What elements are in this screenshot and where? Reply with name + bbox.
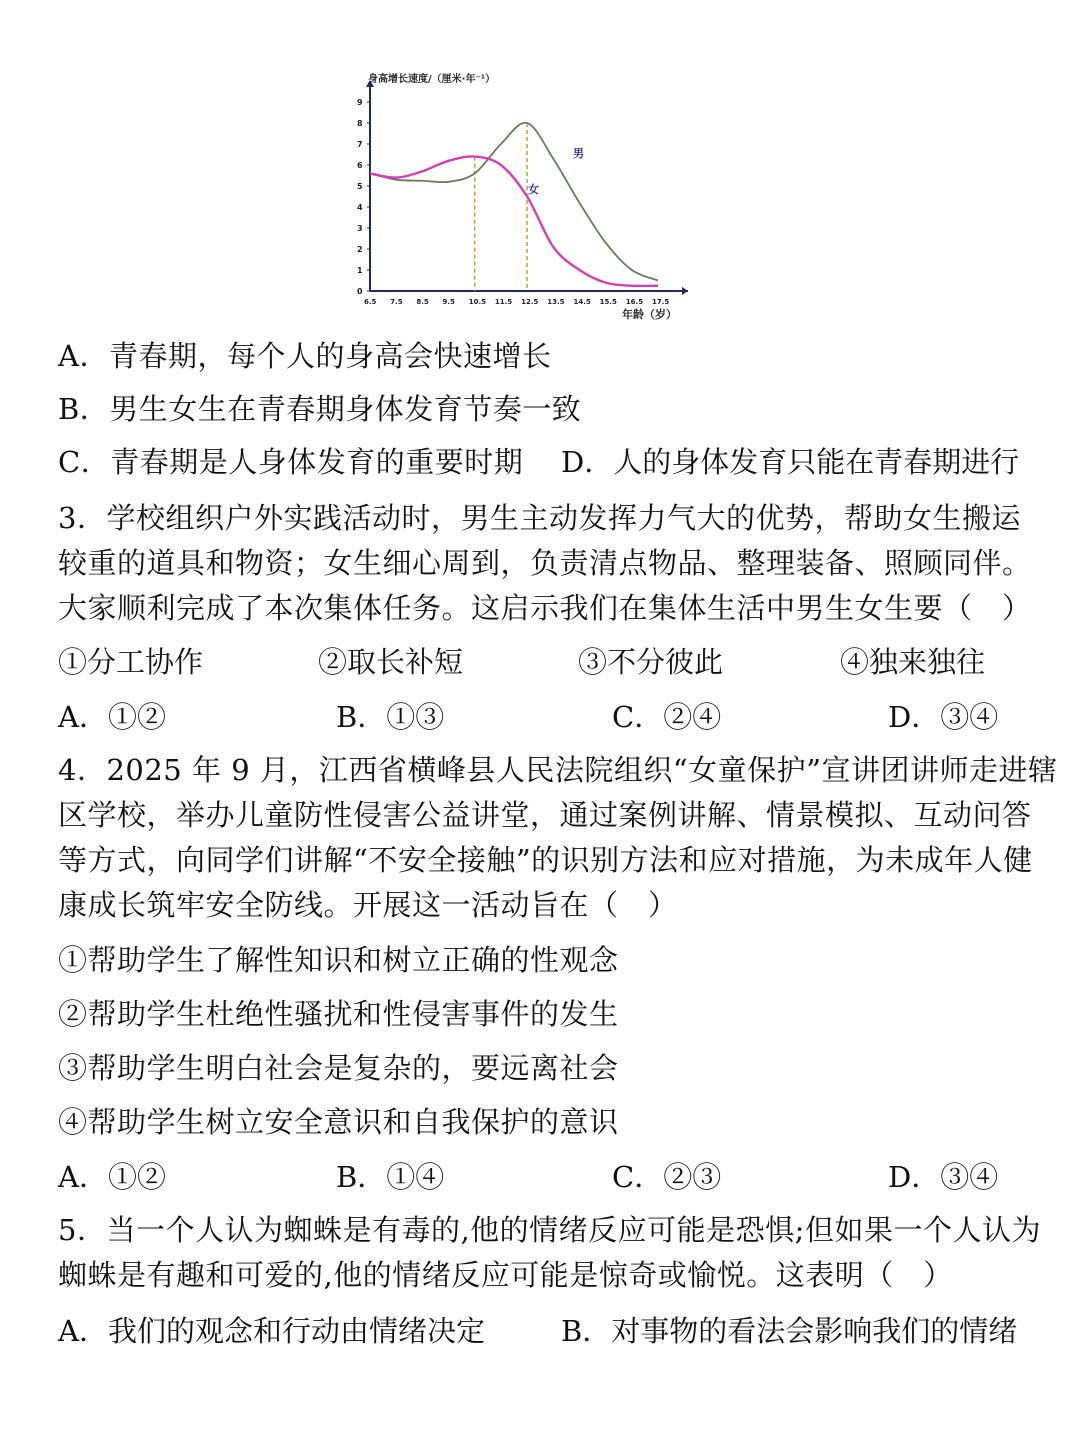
x-tick-label: 9.5 [442, 298, 455, 306]
x-axis-arrow [682, 287, 688, 295]
q3-item-2: ②取长补短 [318, 645, 464, 679]
q4-item-4: ④帮助学生树立安全意识和自我保护的意识 [58, 1105, 619, 1139]
q3-item-3: ③不分彼此 [578, 645, 724, 679]
q3-option-c: C．②④ [612, 700, 722, 734]
series-line-boy [370, 123, 658, 281]
x-tick-label: 17.5 [652, 298, 670, 306]
x-tick-label: 14.5 [573, 298, 591, 306]
x-tick-label: 12.5 [521, 298, 539, 306]
q4-item-1: ①帮助学生了解性知识和树立正确的性观念 [58, 943, 619, 977]
y-tick-label: 2 [357, 245, 363, 254]
y-tick-label: 3 [357, 224, 363, 233]
q3-stem-line-1: 3．学校组织户外实践活动时，男生主动发挥力气大的优势，帮助女生搬运 [58, 501, 1021, 535]
q3-item-1: ①分工协作 [58, 645, 204, 679]
x-tick-label: 11.5 [494, 298, 513, 306]
chart-series [370, 123, 658, 286]
q4-item-2: ②帮助学生杜绝性骚扰和性侵害事件的发生 [58, 997, 619, 1031]
y-tick-label: 5 [357, 182, 363, 191]
q3-stem-line-2: 较重的道具和物资；女生细心周到，负责清点物品、整理装备、照顾同伴。 [58, 546, 1032, 580]
legend-girl-label: 女 [528, 183, 539, 196]
q4-option-d: D．③④ [888, 1160, 999, 1194]
q4-stem-line-1: 4．2025 年 9 月，江西省横峰县人民法院组织“女童保护”宣讲团讲师走进辖 [58, 753, 1058, 787]
q2-option-c: C．青春期是人身体发育的重要时期 [58, 445, 524, 479]
height-growth-chart [330, 66, 710, 328]
q3-option-d: D．③④ [888, 700, 999, 734]
q4-stem-line-2: 区学校，举办儿童防性侵害公益讲堂，通过案例讲解、情景模拟、互动问答 [58, 798, 1032, 832]
x-tick-label: 7.5 [390, 298, 403, 306]
q3-option-b: B．①③ [336, 700, 445, 734]
legend-boy-label: 男 [573, 147, 584, 160]
x-tick-label: 16.5 [625, 298, 644, 306]
q4-stem-line-4: 康成长筑牢安全防线。开展这一活动旨在（ ） [58, 888, 678, 922]
y-tick-label: 8 [357, 119, 363, 128]
q4-option-a: A．①② [58, 1160, 166, 1194]
q2-option-d: D．人的身体发育只能在青春期进行 [561, 445, 1020, 479]
y-tick-label: 6 [357, 161, 363, 170]
q5-stem-line-2: 蜘蛛是有趣和可爱的,他的情绪反应可能是惊奇或愉悦。这表明（ ） [58, 1258, 953, 1292]
q5-stem-line-1: 5．当一个人认为蜘蛛是有毒的,他的情绪反应可能是恐惧;但如果一个人认为 [58, 1213, 1041, 1247]
q5-option-b: B．对事物的看法会影响我们的情绪 [561, 1314, 1018, 1348]
x-tick-label: 8.5 [416, 298, 429, 306]
q4-stem-line-3: 等方式，向同学们讲解“不安全接触”的识别方法和应对措施，为未成年人健 [58, 843, 1033, 877]
x-tick-label: 10.5 [468, 298, 487, 306]
x-tick-label: 15.5 [599, 298, 617, 306]
x-tick-label: 13.5 [547, 298, 565, 306]
y-tick-label: 4 [357, 203, 363, 212]
y-tick-label: 1 [357, 266, 363, 275]
q3-stem-line-3: 大家顺利完成了本次集体任务。这启示我们在集体生活中男生女生要（ ） [58, 591, 1032, 625]
y-tick-label: 7 [357, 140, 363, 149]
q3-item-4: ④独来独往 [840, 645, 986, 679]
q4-option-b: B．①④ [336, 1160, 445, 1194]
chart-axes [357, 80, 688, 306]
q4-item-3: ③帮助学生明白社会是复杂的，要远离社会 [58, 1051, 619, 1085]
q2-option-b: B．男生女生在青春期身体发育节奏一致 [58, 392, 582, 426]
q5-option-a: A．我们的观念和行动由情绪决定 [58, 1314, 485, 1348]
series-line-girl [370, 156, 658, 286]
reference-lines [475, 123, 527, 291]
x-tick-label: 6.5 [364, 298, 377, 306]
y-tick-label: 9 [357, 98, 363, 107]
x-axis-title: 年龄（岁） [622, 308, 677, 321]
q3-option-a: A．①② [58, 700, 166, 734]
q2-option-a: A．青春期，每个人的身高会快速增长 [58, 339, 552, 373]
y-tick-label: 0 [357, 287, 363, 296]
y-axis-title: 身高增长速度/（厘米·年⁻¹） [368, 74, 496, 85]
q4-option-c: C．②③ [612, 1160, 722, 1194]
